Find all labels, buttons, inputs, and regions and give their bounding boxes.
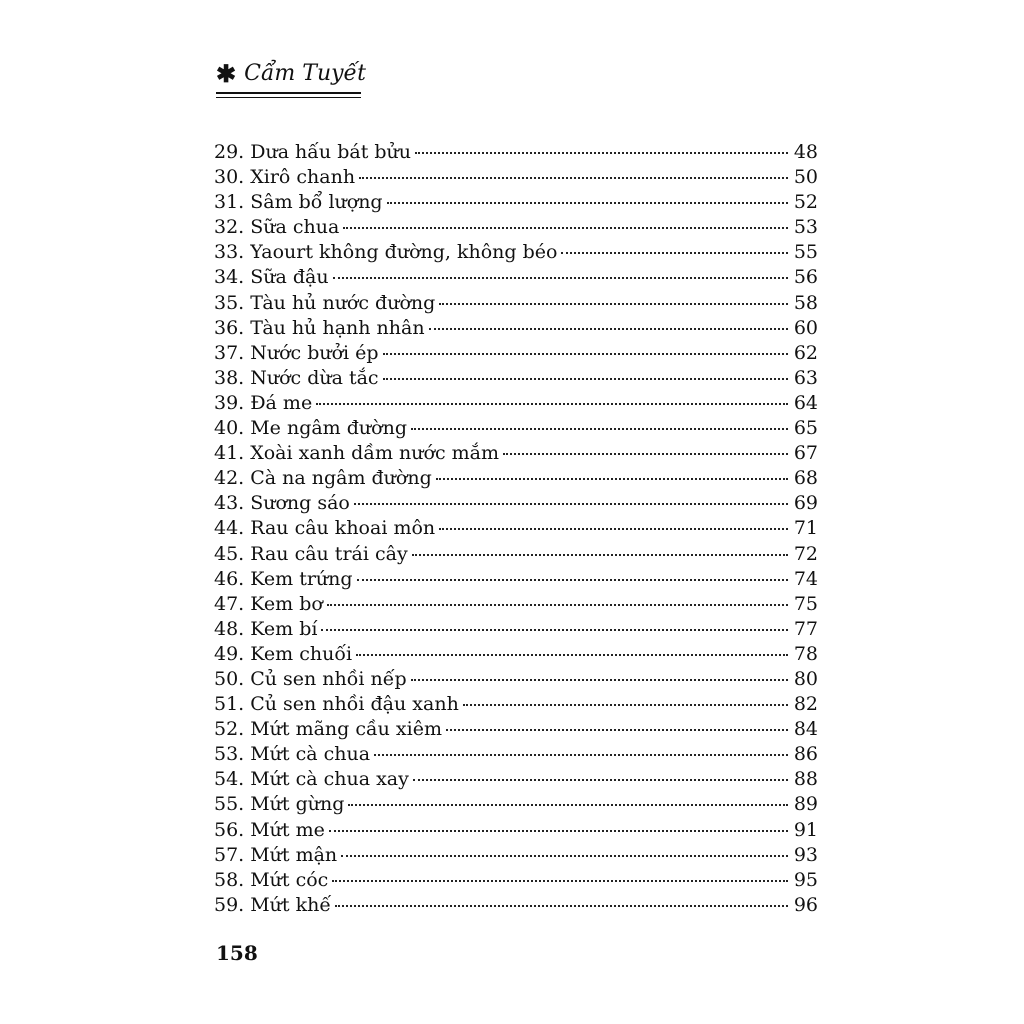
toc-entry-number: 41.: [214, 442, 245, 465]
toc-dot-leader: [357, 579, 788, 581]
toc-entry-title: Kem chuối: [250, 642, 353, 665]
toc-dot-leader: [335, 905, 788, 907]
toc-dot-leader: [354, 503, 788, 505]
toc-entry: [214, 792, 818, 817]
toc-entry-page: 62: [793, 341, 818, 364]
toc-entry-number: 55.: [214, 793, 245, 816]
toc-entry-page: 53: [793, 216, 818, 239]
toc-entry-number: 59.: [214, 893, 245, 916]
toc-entry-title: Đá me: [250, 391, 313, 414]
toc-entry-number: 32.: [214, 216, 245, 239]
toc-dot-leader: [429, 328, 788, 330]
toc-entry: [214, 466, 818, 491]
toc-entry-page: 55: [793, 241, 818, 264]
toc-entry-title: Mứt cóc: [250, 868, 329, 891]
toc-entry-title: Nước dừa tắc: [250, 366, 379, 389]
toc-entry: [214, 642, 818, 667]
toc-entry-title: Sữa chua: [250, 216, 340, 239]
toc-entry: [214, 516, 818, 541]
toc-entry: [214, 692, 818, 717]
toc-dot-leader: [413, 779, 788, 781]
toc-entry-title: Dưa hấu bát bửu: [250, 141, 412, 163]
toc-entry-title: Kem bơ: [250, 592, 323, 615]
toc-entry-number: 37.: [214, 341, 245, 364]
toc-entry-title: Sương sáo: [250, 492, 350, 515]
toc-entry-page: 69: [793, 492, 818, 515]
toc-entry-title: Củ sen nhồi nếp: [250, 667, 407, 690]
page-number: 158: [216, 941, 258, 965]
toc-entry-page: 48: [793, 141, 818, 163]
toc-dot-leader: [332, 880, 788, 882]
toc-entry: [214, 190, 818, 215]
toc-entry-number: 42.: [214, 467, 245, 490]
toc-entry: [214, 265, 818, 290]
toc-entry-title: Yaourt không đường, không béo: [250, 241, 558, 264]
running-header: [216, 60, 366, 98]
toc-entry-page: 78: [793, 642, 818, 665]
toc-entry-number: 39.: [214, 391, 245, 414]
toc-entry: [214, 542, 818, 567]
toc-dot-leader: [374, 754, 788, 756]
toc-entry-number: 30.: [214, 166, 245, 189]
toc-dot-leader: [439, 303, 788, 305]
toc-entry-title: Xoài xanh dầm nước mắm: [250, 442, 499, 465]
asterisk-icon: ✱: [216, 59, 237, 88]
toc-entry-number: 52.: [214, 718, 245, 741]
toc-entry-title: Mứt gừng: [250, 793, 345, 816]
toc-dot-leader: [343, 227, 788, 229]
toc-dot-leader: [383, 378, 788, 380]
toc-entry-title: Xirô chanh: [250, 166, 356, 189]
toc-entry-page: 67: [793, 442, 818, 465]
toc-entry-number: 51.: [214, 693, 245, 716]
toc-entry-page: 77: [793, 617, 818, 640]
author-name: Cẩm Tuyết: [244, 61, 366, 86]
toc-entry-title: Me ngâm đường: [250, 417, 407, 440]
toc-entry-number: 46.: [214, 567, 245, 590]
toc-entry-number: 57.: [214, 843, 245, 866]
toc-entry-number: 53.: [214, 743, 245, 766]
toc-entry-title: Sâm bổ lượng: [250, 191, 383, 214]
toc-entry: [214, 240, 818, 265]
toc-entry-title: Mứt mãng cầu xiêm: [250, 718, 442, 741]
toc-entry-page: 50: [793, 166, 818, 189]
toc-entry: [214, 316, 818, 341]
toc-entry-number: 35.: [214, 291, 245, 314]
toc-entry-number: 50.: [214, 667, 245, 690]
toc-entry-number: 45.: [214, 542, 245, 565]
toc-entry-page: 72: [793, 542, 818, 565]
toc-entry-page: 84: [793, 718, 818, 741]
toc-entry-number: 48.: [214, 617, 245, 640]
toc-dot-leader: [463, 704, 788, 706]
toc-entry-page: 68: [793, 467, 818, 490]
toc-dot-leader: [321, 629, 788, 631]
toc-entry-title: Tàu hủ hạnh nhân: [250, 316, 425, 339]
toc-entry: [214, 843, 818, 868]
toc-entry-number: 49.: [214, 642, 245, 665]
toc-entry-number: 54.: [214, 768, 245, 791]
toc-dot-leader: [333, 277, 788, 279]
toc-dot-leader: [348, 804, 788, 806]
toc-entry: [214, 491, 818, 516]
toc-dot-leader: [439, 528, 788, 530]
toc-entry-title: Mứt me: [250, 818, 325, 841]
toc-entry-page: 93: [793, 843, 818, 866]
toc-entry-page: 91: [793, 818, 818, 841]
toc-dot-leader: [411, 679, 788, 681]
toc-entry-page: 74: [793, 567, 818, 590]
toc-entry-title: Nước bưởi ép: [250, 341, 379, 364]
toc-entry-page: 52: [793, 191, 818, 214]
toc-entry: [214, 291, 818, 316]
toc-entry-number: 40.: [214, 417, 245, 440]
toc-entry-title: Mứt cà chua xay: [250, 768, 409, 791]
toc-entry-page: 89: [793, 793, 818, 816]
toc-entry-page: 80: [793, 667, 818, 690]
toc-entry-page: 88: [793, 768, 818, 791]
toc-entry-title: Kem trứng: [250, 567, 353, 590]
toc-entry-title: Củ sen nhồi đậu xanh: [250, 693, 459, 716]
toc-dot-leader: [415, 152, 788, 154]
toc-entry-page: 60: [793, 316, 818, 339]
toc-dot-leader: [446, 729, 788, 731]
toc-entry-title: Rau câu trái cây: [250, 542, 408, 565]
toc-entry-page: 96: [793, 893, 818, 916]
toc-entry: [214, 767, 818, 792]
toc-entry: [214, 717, 818, 742]
toc-entry: [214, 441, 818, 466]
toc-entry-title: Cà na ngâm đường: [250, 467, 432, 490]
toc-entry-number: 56.: [214, 818, 245, 841]
toc-entry-page: 71: [793, 517, 818, 540]
toc-entry: [214, 366, 818, 391]
toc-entry-page: 64: [793, 391, 818, 414]
toc-entry-number: 43.: [214, 492, 245, 515]
toc-entry: [214, 215, 818, 240]
toc-entry: [214, 617, 818, 642]
toc-entry-title: Mứt khế: [250, 893, 332, 916]
toc-entry: [214, 893, 818, 918]
toc-entry: [214, 742, 818, 767]
toc-entry: [214, 391, 818, 416]
header-double-rule: [216, 92, 361, 98]
toc-entry-number: 31.: [214, 191, 245, 214]
toc-dot-leader: [356, 654, 788, 656]
toc-dot-leader: [411, 428, 788, 430]
toc-entry-number: 44.: [214, 517, 245, 540]
toc-entry: [214, 592, 818, 617]
toc-dot-leader: [503, 453, 788, 455]
toc-entry-number: 58.: [214, 868, 245, 891]
toc-entry: [214, 140, 818, 165]
toc-dot-leader: [329, 830, 788, 832]
header-title-line: [216, 60, 366, 88]
toc-entry-title: Mứt mận: [250, 843, 338, 866]
toc-entry-number: 47.: [214, 592, 245, 615]
toc-entry-page: 63: [793, 366, 818, 389]
toc-entry: [214, 667, 818, 692]
toc-entry: [214, 818, 818, 843]
toc-entry-page: 65: [793, 417, 818, 440]
toc-dot-leader: [387, 202, 788, 204]
toc-entry-page: 86: [793, 743, 818, 766]
toc-dot-leader: [341, 855, 788, 857]
toc-entry: [214, 341, 818, 366]
toc-entry-title: Rau câu khoai môn: [250, 517, 436, 540]
toc-dot-leader: [561, 252, 788, 254]
toc-dot-leader: [383, 353, 788, 355]
toc-entry-page: 58: [793, 291, 818, 314]
toc-dot-leader: [316, 403, 788, 405]
toc-entry: [214, 416, 818, 441]
toc-entry: [214, 868, 818, 893]
toc-entry-page: 75: [793, 592, 818, 615]
toc-dot-leader: [327, 604, 788, 606]
toc-entry-number: 29.: [214, 141, 245, 163]
toc-entry-title: Mứt cà chua: [250, 743, 371, 766]
toc-dot-leader: [359, 177, 788, 179]
toc-entry-page: 95: [793, 868, 818, 891]
toc-entry: [214, 165, 818, 190]
toc-entry-page: 82: [793, 693, 818, 716]
toc-entry-title: Kem bí: [250, 617, 318, 640]
toc-entry-number: 33.: [214, 241, 245, 264]
toc-dot-leader: [436, 478, 788, 480]
toc-entry-title: Tàu hủ nước đường: [250, 291, 436, 314]
toc-entry-title: Sữa đậu: [250, 266, 329, 289]
toc-entry-number: 36.: [214, 316, 245, 339]
toc-entry: [214, 567, 818, 592]
toc-entry-number: 34.: [214, 266, 245, 289]
table-of-contents: [214, 140, 818, 918]
toc-dot-leader: [412, 554, 788, 556]
toc-entry-page: 56: [793, 266, 818, 289]
toc-entry-number: 38.: [214, 366, 245, 389]
